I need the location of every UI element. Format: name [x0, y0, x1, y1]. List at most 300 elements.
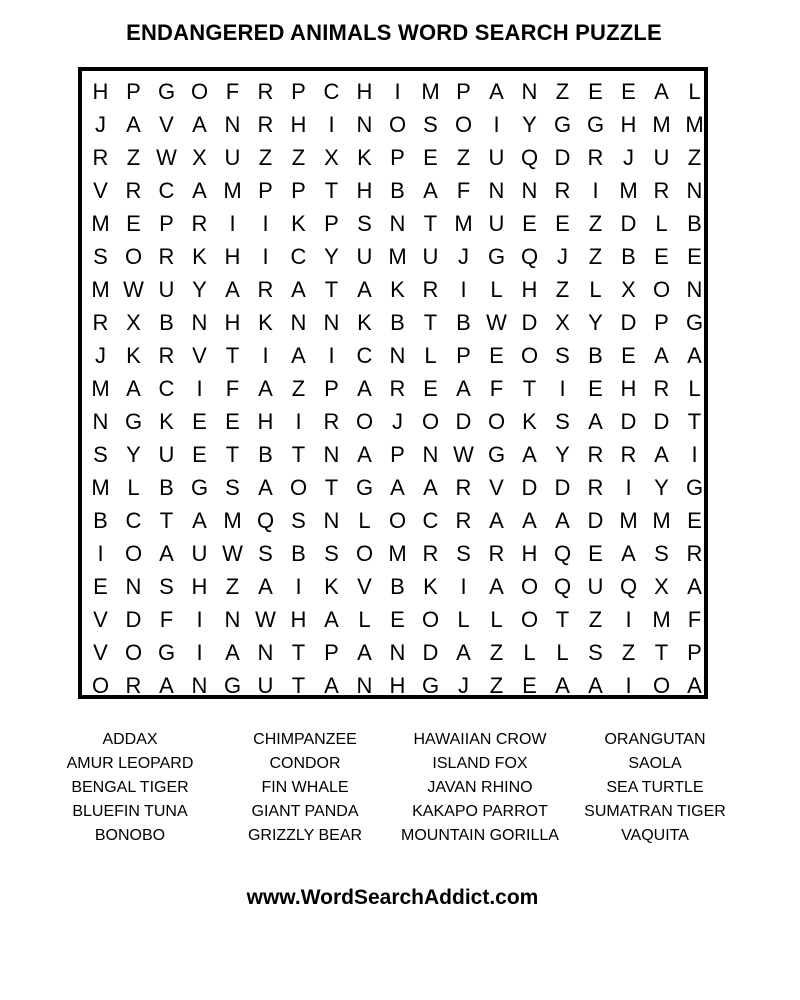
grid-letter: L [424, 343, 437, 368]
grid-letter: I [196, 376, 203, 401]
grid-letter: R [125, 178, 142, 203]
grid-letter: A [621, 541, 636, 566]
grid-letter: P [324, 376, 339, 401]
website-url: www.WordSearchAddict.com [246, 886, 539, 909]
grid-letter: O [421, 409, 440, 434]
grid-letter: L [457, 607, 470, 632]
grid-letter: M [619, 508, 638, 533]
grid-letter: T [225, 343, 240, 368]
grid-letter: N [224, 112, 241, 137]
grid-letter: T [291, 442, 306, 467]
grid-letter: I [295, 409, 302, 434]
grid-letter: G [553, 112, 572, 137]
grid-letter: N [686, 277, 703, 302]
grid-letter: Z [555, 79, 570, 104]
grid-letter: T [423, 211, 438, 236]
grid-letter: U [587, 574, 604, 599]
word-bank-item: AMUR LEOPARD [66, 755, 194, 772]
grid-letter: H [620, 112, 637, 137]
grid-letter: A [555, 673, 570, 698]
grid-letter: P [324, 211, 339, 236]
grid-letter: E [423, 145, 438, 170]
grid-letter: W [156, 145, 177, 170]
grid-letter: N [521, 79, 538, 104]
grid-letter: S [456, 541, 471, 566]
grid-letter: F [687, 607, 702, 632]
grid-letter: N [389, 343, 406, 368]
grid-letter: M [388, 541, 407, 566]
grid-letter: O [520, 607, 539, 632]
word-bank-item: SUMATRAN TIGER [584, 803, 726, 820]
grid-letter: N [356, 673, 373, 698]
grid-letter: A [291, 277, 306, 302]
grid-letter: N [290, 310, 307, 335]
grid-letter: N [323, 310, 340, 335]
grid-letter: U [224, 145, 241, 170]
grid-letter: A [357, 442, 372, 467]
word-bank-item: ORANGUTAN [604, 731, 706, 748]
grid-letter: Z [621, 640, 636, 665]
grid-letter: A [357, 277, 372, 302]
grid-letter: T [324, 475, 339, 500]
grid-letter: G [487, 244, 506, 269]
grid-letter: S [423, 112, 438, 137]
grid-letter: R [389, 376, 406, 401]
grid-letter: A [456, 376, 471, 401]
grid-letter: P [291, 79, 306, 104]
grid-letter: H [521, 277, 538, 302]
grid-letter: G [223, 673, 242, 698]
grid-letter: L [688, 376, 701, 401]
grid-letter: E [93, 574, 108, 599]
grid-letter: E [654, 244, 669, 269]
grid-letter: G [685, 475, 704, 500]
grid-letter: A [687, 343, 702, 368]
grid-letter: Z [291, 145, 306, 170]
grid-letter: H [290, 607, 307, 632]
grid-letter: K [192, 244, 207, 269]
grid-letter: C [158, 178, 175, 203]
grid-letter: N [257, 640, 274, 665]
grid-letter: E [489, 343, 504, 368]
grid-letter: D [554, 145, 571, 170]
grid-letter: P [456, 343, 471, 368]
word-bank-column [570, 728, 740, 848]
word-bank-item: HAWAIIAN CROW [413, 731, 547, 748]
grid-letter: H [356, 178, 373, 203]
grid-letter: I [262, 244, 269, 269]
grid-letter: A [522, 508, 537, 533]
grid-letter: T [225, 442, 240, 467]
grid-letter: L [127, 475, 140, 500]
grid-letter: G [355, 475, 374, 500]
grid-letter: T [324, 178, 339, 203]
grid-letter: R [488, 541, 505, 566]
grid-letter: Z [489, 640, 504, 665]
grid-letter: H [521, 541, 538, 566]
grid-letter: E [555, 211, 570, 236]
grid-letter: H [290, 112, 307, 137]
grid-letter: Z [555, 277, 570, 302]
grid-letter: O [91, 673, 110, 698]
grid-letter: I [625, 673, 632, 698]
grid-letter: Q [619, 574, 638, 599]
grid-letter: N [521, 178, 538, 203]
grid-letter: R [653, 376, 670, 401]
word-bank-item: GIANT PANDA [251, 803, 359, 820]
grid-letter: V [357, 574, 372, 599]
grid-letter: I [328, 112, 335, 137]
word-bank-item: ADDAX [102, 731, 158, 748]
grid-letter: S [258, 541, 273, 566]
word-bank-item: JAVAN RHINO [427, 779, 533, 796]
grid-letter: A [324, 673, 339, 698]
grid-letter: A [588, 409, 603, 434]
grid-letter: B [291, 541, 306, 566]
grid-letter: G [157, 640, 176, 665]
grid-letter: E [390, 607, 405, 632]
grid-letter: F [225, 376, 240, 401]
grid-letter: T [291, 640, 306, 665]
grid-letter: I [460, 574, 467, 599]
grid-letter: Z [489, 673, 504, 698]
grid-letter: X [621, 277, 636, 302]
grid-letter: Q [520, 244, 539, 269]
grid-letter: N [191, 673, 208, 698]
grid-letter: K [357, 145, 372, 170]
word-bank-item: SAOLA [628, 755, 682, 772]
grid-letter: B [687, 211, 702, 236]
grid-letter: I [295, 574, 302, 599]
grid-letter: R [620, 442, 637, 467]
grid-letter: B [390, 574, 405, 599]
grid-letter: G [421, 673, 440, 698]
grid-letter: M [223, 178, 242, 203]
grid-letter: S [324, 541, 339, 566]
grid-letter: C [422, 508, 439, 533]
grid-letter: R [587, 145, 604, 170]
grid-letter: A [357, 640, 372, 665]
grid-letter: I [559, 376, 566, 401]
grid-letter: S [357, 211, 372, 236]
grid-letter: A [687, 673, 702, 698]
grid-letter: Y [522, 112, 537, 137]
grid-letter: M [388, 244, 407, 269]
grid-letter: P [126, 79, 141, 104]
grid-letter: E [588, 79, 603, 104]
grid-letter: A [522, 442, 537, 467]
grid-letter: U [191, 541, 208, 566]
grid-letter: P [324, 640, 339, 665]
grid-letter: K [258, 310, 273, 335]
grid-letter: R [125, 673, 142, 698]
grid-letter: A [291, 343, 306, 368]
grid-letter: S [93, 244, 108, 269]
grid-letter: N [686, 178, 703, 203]
grid-letter: P [390, 145, 405, 170]
grid-letter: I [97, 541, 104, 566]
grid-letter: W [123, 277, 144, 302]
word-bank-column [40, 728, 220, 848]
grid-letter: A [357, 376, 372, 401]
grid-letter: G [190, 475, 209, 500]
grid-letter: N [422, 442, 439, 467]
grid-letter: R [191, 211, 208, 236]
grid-letter: M [652, 112, 671, 137]
grid-letter: P [258, 178, 273, 203]
grid-letter: E [126, 211, 141, 236]
grid-letter: R [257, 112, 274, 137]
grid-letter: K [522, 409, 537, 434]
grid-letter: B [258, 442, 273, 467]
grid-letter: L [358, 607, 371, 632]
grid-letter: O [454, 112, 473, 137]
grid-letter: U [653, 145, 670, 170]
grid-letter: G [124, 409, 143, 434]
grid-letter: R [323, 409, 340, 434]
grid-letter: U [356, 244, 373, 269]
grid-letter: P [390, 442, 405, 467]
grid-letter: K [423, 574, 438, 599]
grid-letter: V [192, 343, 207, 368]
grid-letter: I [592, 178, 599, 203]
grid-letter: J [95, 343, 106, 368]
grid-letter: I [262, 211, 269, 236]
grid-letter: M [454, 211, 473, 236]
grid-letter: B [621, 244, 636, 269]
grid-letter: Z [588, 244, 603, 269]
grid-letter: N [488, 178, 505, 203]
grid-letter: M [91, 475, 110, 500]
grid-letter: A [192, 112, 207, 137]
grid-letter: U [257, 673, 274, 698]
grid-letter: S [159, 574, 174, 599]
grid-letter: M [223, 508, 242, 533]
grid-letter: M [421, 79, 440, 104]
word-bank-item: VAQUITA [621, 827, 689, 844]
grid-letter: T [159, 508, 174, 533]
grid-letter: S [555, 343, 570, 368]
letter-grid-frame [78, 67, 708, 699]
grid-letter: I [196, 607, 203, 632]
grid-letter: B [159, 475, 174, 500]
grid-letter: A [225, 277, 240, 302]
grid-letter: D [125, 607, 142, 632]
grid-letter: D [554, 475, 571, 500]
grid-letter: R [653, 178, 670, 203]
grid-letter: F [489, 376, 504, 401]
grid-letter: U [158, 277, 175, 302]
grid-letter: U [158, 442, 175, 467]
grid-letter: G [685, 310, 704, 335]
grid-letter: O [388, 508, 407, 533]
grid-letter: D [620, 211, 637, 236]
grid-letter: E [192, 442, 207, 467]
grid-letter: X [654, 574, 669, 599]
grid-letter: Q [553, 574, 572, 599]
word-bank-item: KAKAPO PARROT [412, 803, 548, 820]
grid-letter: Y [555, 442, 570, 467]
grid-letter: T [522, 376, 537, 401]
grid-letter: G [586, 112, 605, 137]
grid-letter: P [456, 79, 471, 104]
grid-letter: D [455, 409, 472, 434]
grid-letter: Z [126, 145, 141, 170]
grid-letter: O [421, 607, 440, 632]
grid-letter: A [489, 508, 504, 533]
grid-letter: A [159, 673, 174, 698]
grid-letter: E [522, 211, 537, 236]
grid-letter: D [521, 310, 538, 335]
grid-letter: M [91, 277, 110, 302]
grid-letter: A [687, 574, 702, 599]
grid-letter: X [126, 310, 141, 335]
grid-letter: A [423, 178, 438, 203]
grid-letter: H [224, 244, 241, 269]
grid-letter: Y [654, 475, 669, 500]
grid-letter: E [522, 673, 537, 698]
word-bank-column [220, 728, 390, 848]
grid-letter: B [93, 508, 108, 533]
grid-letter: R [422, 541, 439, 566]
grid-letter: T [291, 673, 306, 698]
grid-letter: V [93, 178, 108, 203]
grid-letter: A [225, 640, 240, 665]
grid-letter: A [489, 79, 504, 104]
grid-letter: R [92, 310, 109, 335]
grid-letter: B [588, 343, 603, 368]
grid-letter: E [588, 541, 603, 566]
grid-letter: L [688, 79, 701, 104]
grid-letter: R [554, 178, 571, 203]
grid-letter: Q [520, 145, 539, 170]
grid-letter: V [159, 112, 174, 137]
grid-letter: M [91, 211, 110, 236]
grid-letter: C [290, 244, 307, 269]
grid-letter: R [257, 277, 274, 302]
grid-letter: D [587, 508, 604, 533]
grid-letter: D [620, 310, 637, 335]
grid-letter: B [159, 310, 174, 335]
grid-letter: J [392, 409, 403, 434]
grid-letter: M [619, 178, 638, 203]
grid-letter: S [654, 541, 669, 566]
grid-letter: K [390, 277, 405, 302]
grid-letter: Y [192, 277, 207, 302]
word-bank-item: BONOBO [94, 827, 166, 844]
grid-letter: D [653, 409, 670, 434]
grid-letter: D [521, 475, 538, 500]
grid-letter: K [324, 574, 339, 599]
grid-letter: R [92, 145, 109, 170]
grid-letter: E [687, 244, 702, 269]
grid-letter: T [555, 607, 570, 632]
grid-letter: E [687, 508, 702, 533]
grid-letter: P [687, 640, 702, 665]
grid-letter: E [621, 79, 636, 104]
word-bank-item: SEA TURTLE [606, 779, 704, 796]
grid-letter: V [489, 475, 504, 500]
grid-letter: H [620, 376, 637, 401]
grid-letter: M [652, 508, 671, 533]
grid-letter: J [458, 244, 469, 269]
grid-letter: J [557, 244, 568, 269]
word-bank-item: CHIMPANZEE [253, 731, 357, 748]
grid-letter: O [355, 541, 374, 566]
grid-letter: H [389, 673, 406, 698]
grid-letter: T [654, 640, 669, 665]
grid-letter: C [158, 376, 175, 401]
grid-letter: R [422, 277, 439, 302]
grid-letter: E [621, 343, 636, 368]
grid-letter: H [191, 574, 208, 599]
grid-letter: K [357, 310, 372, 335]
grid-letter: C [125, 508, 142, 533]
grid-letter: N [323, 508, 340, 533]
word-bank [40, 728, 760, 848]
grid-letter: J [458, 673, 469, 698]
grid-letter: A [456, 640, 471, 665]
grid-letter: N [356, 112, 373, 137]
grid-letter: B [390, 310, 405, 335]
grid-letter: W [222, 541, 243, 566]
grid-letter: A [654, 79, 669, 104]
word-bank-item: BLUEFIN TUNA [72, 803, 188, 820]
grid-letter: A [489, 574, 504, 599]
grid-letter: V [93, 640, 108, 665]
grid-letter: Y [324, 244, 339, 269]
grid-letter: A [126, 376, 141, 401]
grid-letter: H [224, 310, 241, 335]
grid-letter: E [423, 376, 438, 401]
grid-letter: I [328, 343, 335, 368]
grid-letter: R [257, 79, 274, 104]
grid-letter: K [126, 343, 141, 368]
grid-letter: L [556, 640, 569, 665]
grid-letter: R [455, 475, 472, 500]
grid-letter: Z [258, 145, 273, 170]
grid-letter: E [192, 409, 207, 434]
grid-letter: U [488, 211, 505, 236]
grid-letter: A [588, 673, 603, 698]
grid-letter: A [192, 508, 207, 533]
grid-letter: I [229, 211, 236, 236]
word-bank-item: ISLAND FOX [432, 755, 528, 772]
letter-grid [84, 75, 711, 702]
grid-letter: T [423, 310, 438, 335]
grid-letter: N [191, 310, 208, 335]
grid-letter: A [654, 442, 669, 467]
word-bank-item: BENGAL TIGER [71, 779, 189, 796]
grid-letter: L [589, 277, 602, 302]
grid-letter: X [324, 145, 339, 170]
grid-letter: P [291, 178, 306, 203]
grid-letter: P [654, 310, 669, 335]
grid-letter: N [389, 640, 406, 665]
grid-letter: O [190, 79, 209, 104]
grid-letter: O [520, 574, 539, 599]
word-bank-item: CONDOR [269, 755, 341, 772]
grid-letter: O [124, 541, 143, 566]
grid-letter: Z [687, 145, 702, 170]
grid-letter: Z [456, 145, 471, 170]
grid-letter: I [691, 442, 698, 467]
grid-letter: O [652, 673, 671, 698]
grid-letter: I [394, 79, 401, 104]
grid-letter: F [456, 178, 471, 203]
grid-letter: O [520, 343, 539, 368]
grid-letter: W [486, 310, 507, 335]
